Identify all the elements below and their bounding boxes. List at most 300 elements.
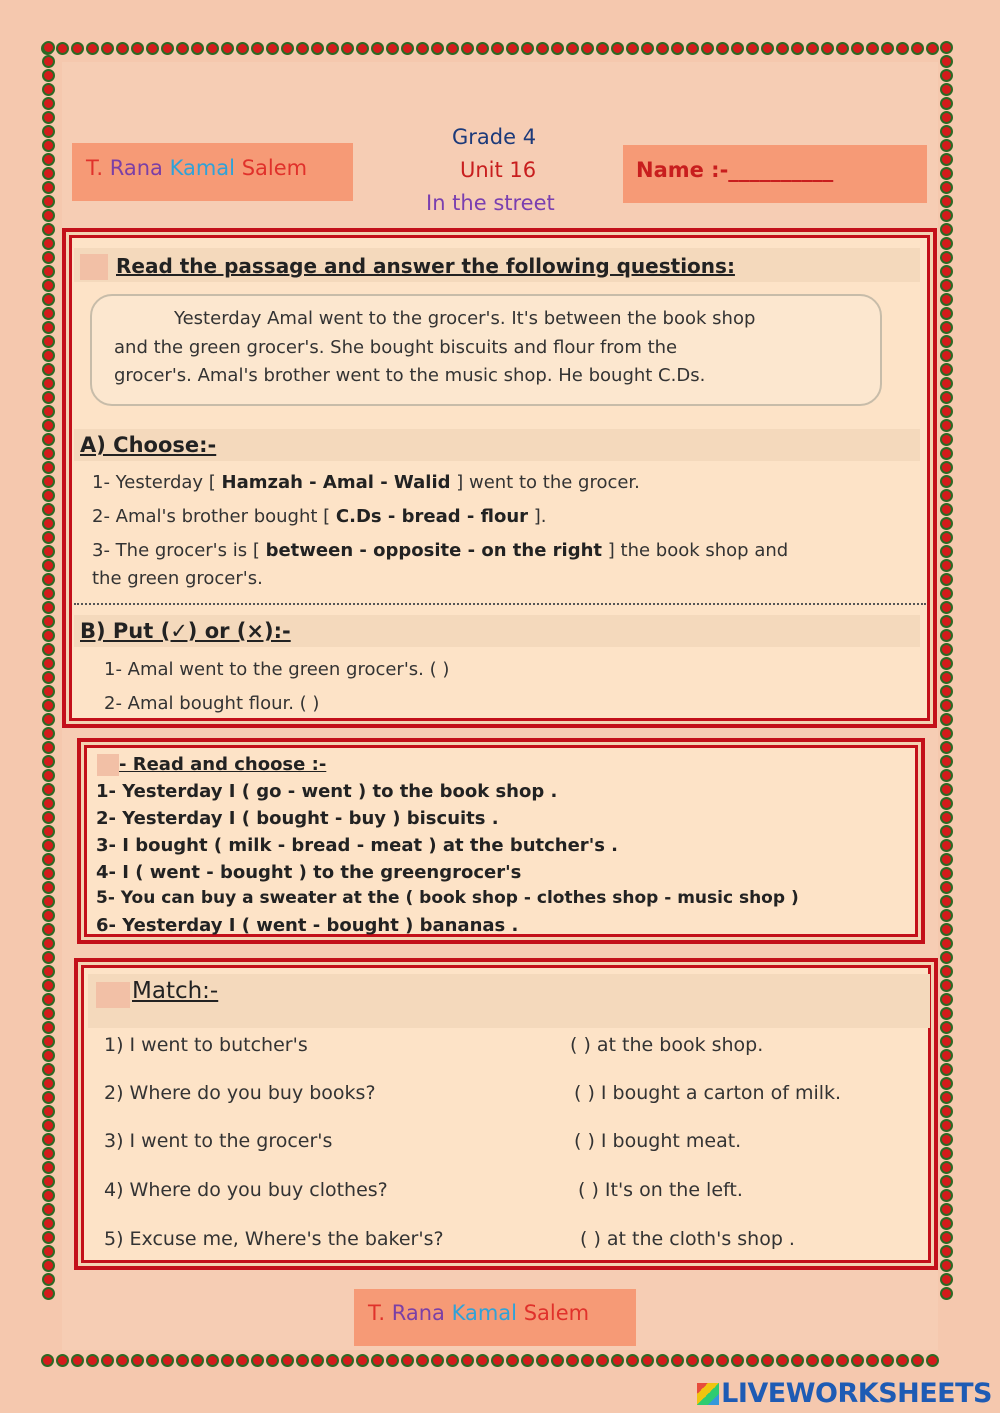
flower-ornament-icon [236, 42, 249, 55]
flower-ornament-icon [566, 1354, 579, 1367]
flower-ornament-icon [42, 1133, 55, 1146]
choose-question-3-line2: the green grocer's. [92, 568, 263, 589]
dotted-divider [74, 603, 926, 605]
flower-ornament-icon [42, 671, 55, 684]
flower-ornament-icon [341, 42, 354, 55]
flower-ornament-icon [42, 979, 55, 992]
liveworksheets-logo[interactable]: LIVEWORKSHEETS [697, 1378, 992, 1409]
flower-ornament-icon [71, 1354, 84, 1367]
flower-ornament-icon [940, 1091, 953, 1104]
flower-ornament-icon [776, 1354, 789, 1367]
flower-ornament-icon [42, 685, 55, 698]
flower-ornament-icon [940, 293, 953, 306]
flower-ornament-icon [911, 1354, 924, 1367]
tick-question-2[interactable]: 2- Amal bought flour. ( ) [104, 693, 320, 714]
flower-ornament-icon [42, 1007, 55, 1020]
flower-ornament-icon [940, 223, 953, 236]
section-number-mark [97, 754, 119, 776]
flower-ornament-icon [940, 853, 953, 866]
flower-ornament-icon [42, 993, 55, 1006]
flower-ornament-icon [746, 1354, 759, 1367]
flower-ornament-icon [940, 419, 953, 432]
flower-ornament-icon [866, 1354, 879, 1367]
flower-ornament-icon [806, 1354, 819, 1367]
flower-ornament-icon [671, 42, 684, 55]
match-right-3[interactable]: ( ) I bought meat. [574, 1130, 742, 1152]
flower-border-left [40, 40, 62, 1372]
flower-ornament-icon [311, 1354, 324, 1367]
flower-ornament-icon [761, 1354, 774, 1367]
flower-ornament-icon [146, 1354, 159, 1367]
flower-ornament-icon [641, 42, 654, 55]
flower-ornament-icon [521, 42, 534, 55]
choose-options-3[interactable]: between - opposite - on the right [265, 540, 603, 561]
flower-ornament-icon [42, 237, 55, 250]
flower-ornament-icon [42, 755, 55, 768]
flower-ornament-icon [940, 1217, 953, 1230]
flower-ornament-icon [581, 1354, 594, 1367]
flower-ornament-icon [42, 1189, 55, 1202]
flower-border-bottom [40, 1352, 960, 1374]
flower-ornament-icon [940, 181, 953, 194]
flower-ornament-icon [940, 1147, 953, 1160]
flower-ornament-icon [731, 42, 744, 55]
tick-question-1[interactable]: 1- Amal went to the green grocer's. ( ) [104, 659, 450, 680]
flower-ornament-icon [341, 1354, 354, 1367]
flower-ornament-icon [940, 377, 953, 390]
flower-ornament-icon [356, 1354, 369, 1367]
flower-ornament-icon [42, 629, 55, 642]
flower-ornament-icon [416, 1354, 429, 1367]
flower-ornament-icon [266, 42, 279, 55]
student-name-box [623, 145, 927, 203]
flower-ornament-icon [42, 517, 55, 530]
flower-ornament-icon [611, 1354, 624, 1367]
flower-ornament-icon [940, 349, 953, 362]
passage-box [90, 294, 882, 406]
section1-title: Read the passage and answer the following questions: [116, 254, 735, 278]
flower-ornament-icon [42, 1035, 55, 1048]
flower-ornament-icon [42, 713, 55, 726]
flower-ornament-icon [536, 42, 549, 55]
flower-ornament-icon [851, 1354, 864, 1367]
flower-ornament-icon [42, 139, 55, 152]
section2-title: - Read and choose :- [119, 754, 327, 775]
flower-ornament-icon [42, 209, 55, 222]
flower-ornament-icon [940, 601, 953, 614]
flower-ornament-icon [506, 42, 519, 55]
flower-ornament-icon [42, 55, 55, 68]
flower-ornament-icon [716, 42, 729, 55]
flower-ornament-icon [42, 1231, 55, 1244]
flower-ornament-icon [42, 251, 55, 264]
flower-ornament-icon [42, 1217, 55, 1230]
flower-ornament-icon [940, 139, 953, 152]
passage-line-1: Yesterday Amal went to the grocer's. It's between the book shop [174, 308, 756, 329]
flower-ornament-icon [940, 1105, 953, 1118]
flower-ornament-icon [42, 447, 55, 460]
reading-passage-section [62, 228, 937, 728]
flower-ornament-icon [42, 1175, 55, 1188]
flower-ornament-icon [42, 69, 55, 82]
read-choose-item-3[interactable]: 3- I bought ( milk - bread - meat ) at the butcher's . [96, 835, 619, 856]
flower-ornament-icon [221, 1354, 234, 1367]
section-number-mark [96, 982, 130, 1008]
flower-ornament-icon [940, 391, 953, 404]
flower-ornament-icon [940, 1175, 953, 1188]
flower-ornament-icon [940, 881, 953, 894]
flower-ornament-icon [806, 42, 819, 55]
flower-ornament-icon [671, 1354, 684, 1367]
flower-ornament-icon [776, 42, 789, 55]
flower-ornament-icon [911, 42, 924, 55]
flower-ornament-icon [940, 1189, 953, 1202]
flower-ornament-icon [311, 42, 324, 55]
flower-ornament-icon [42, 965, 55, 978]
flower-ornament-icon [42, 1077, 55, 1090]
flower-ornament-icon [42, 923, 55, 936]
read-choose-item-4[interactable]: 4- I ( went - bought ) to the greengrocer's [96, 862, 522, 883]
flower-ornament-icon [371, 1354, 384, 1367]
flower-ornament-icon [42, 363, 55, 376]
flower-ornament-icon [446, 1354, 459, 1367]
flower-ornament-icon [551, 42, 564, 55]
flower-ornament-icon [506, 1354, 519, 1367]
flower-ornament-icon [896, 1354, 909, 1367]
flower-ornament-icon [191, 42, 204, 55]
choose-options-1[interactable]: Hamzah - Amal - Walid [221, 472, 451, 493]
flower-ornament-icon [42, 853, 55, 866]
flower-ornament-icon [42, 769, 55, 782]
flower-ornament-icon [42, 1259, 55, 1272]
flower-ornament-icon [42, 167, 55, 180]
flower-ornament-icon [940, 825, 953, 838]
flower-ornament-icon [461, 1354, 474, 1367]
flower-ornament-icon [42, 951, 55, 964]
flower-ornament-icon [940, 307, 953, 320]
flower-ornament-icon [940, 1049, 953, 1062]
flower-ornament-icon [42, 265, 55, 278]
flower-ornament-icon [536, 1354, 549, 1367]
choose-question-2: 2- Amal's brother bought [ C.Ds - bread - flour ]. [92, 506, 547, 527]
flower-ornament-icon [42, 657, 55, 670]
flower-ornament-icon [101, 1354, 114, 1367]
flower-ornament-icon [42, 559, 55, 572]
flower-ornament-icon [42, 1161, 55, 1174]
flower-ornament-icon [42, 615, 55, 628]
flower-ornament-icon [42, 1063, 55, 1076]
read-choose-item-2[interactable]: 2- Yesterday I ( bought - buy ) biscuits . [96, 808, 499, 829]
flower-ornament-icon [42, 461, 55, 474]
flower-ornament-icon [266, 1354, 279, 1367]
flower-ornament-icon [461, 42, 474, 55]
flower-ornament-icon [940, 713, 953, 726]
flower-border-right [938, 40, 960, 1372]
flower-ornament-icon [940, 797, 953, 810]
flower-ornament-icon [940, 153, 953, 166]
flower-ornament-icon [940, 517, 953, 530]
flower-ornament-icon [116, 42, 129, 55]
flower-ornament-icon [42, 349, 55, 362]
flower-ornament-icon [42, 125, 55, 138]
flower-ornament-icon [42, 727, 55, 740]
flower-ornament-icon [446, 42, 459, 55]
flower-ornament-icon [581, 42, 594, 55]
choose-options-2[interactable]: C.Ds - bread - flour [335, 506, 529, 527]
match-right-1[interactable]: ( ) at the book shop. [570, 1034, 764, 1056]
match-right-4[interactable]: ( ) It's on the left. [578, 1179, 743, 1201]
flower-ornament-icon [940, 559, 953, 572]
flower-ornament-icon [42, 405, 55, 418]
flower-ornament-icon [940, 1007, 953, 1020]
flower-ornament-icon [716, 1354, 729, 1367]
flower-ornament-icon [940, 573, 953, 586]
footer-teacher-name: T. Rana Kamal Salem [368, 1301, 590, 1325]
match-right-2[interactable]: ( ) I bought a carton of milk. [574, 1082, 842, 1104]
flower-ornament-icon [71, 42, 84, 55]
flower-ornament-icon [611, 42, 624, 55]
flower-ornament-icon [940, 111, 953, 124]
flower-ornament-icon [161, 42, 174, 55]
read-choose-item-6[interactable]: 6- Yesterday I ( went - bought ) bananas . [96, 915, 519, 936]
flower-ornament-icon [940, 993, 953, 1006]
flower-ornament-icon [940, 1119, 953, 1132]
flower-ornament-icon [42, 335, 55, 348]
section-number-mark [80, 254, 108, 280]
flower-ornament-icon [940, 531, 953, 544]
flower-ornament-icon [42, 1147, 55, 1160]
flower-ornament-icon [386, 42, 399, 55]
flower-ornament-icon [116, 1354, 129, 1367]
flower-ornament-icon [86, 1354, 99, 1367]
match-left-5: 5) Excuse me, Where's the baker's? [104, 1228, 444, 1250]
match-right-5[interactable]: ( ) at the cloth's shop . [580, 1228, 795, 1250]
flower-ornament-icon [940, 923, 953, 936]
flower-ornament-icon [940, 671, 953, 684]
flower-ornament-icon [42, 825, 55, 838]
flower-ornament-icon [940, 97, 953, 110]
flower-ornament-icon [281, 1354, 294, 1367]
flower-ornament-icon [221, 42, 234, 55]
flower-ornament-icon [42, 41, 55, 54]
flower-ornament-icon [42, 839, 55, 852]
flower-ornament-icon [42, 1105, 55, 1118]
flower-ornament-icon [42, 699, 55, 712]
flower-ornament-icon [42, 97, 55, 110]
flower-ornament-icon [940, 727, 953, 740]
flower-ornament-icon [940, 867, 953, 880]
flower-ornament-icon [940, 839, 953, 852]
flower-ornament-icon [326, 1354, 339, 1367]
flower-ornament-icon [940, 475, 953, 488]
flower-ornament-icon [940, 1063, 953, 1076]
match-section [74, 958, 938, 1270]
flower-ornament-icon [940, 1273, 953, 1286]
flower-ornament-icon [42, 377, 55, 390]
flower-ornament-icon [940, 279, 953, 292]
flower-ornament-icon [940, 909, 953, 922]
flower-ornament-icon [940, 321, 953, 334]
flower-ornament-icon [940, 489, 953, 502]
flower-ornament-icon [42, 83, 55, 96]
read-choose-item-5[interactable]: 5- You can buy a sweater at the ( book shop - clothes shop - music shop ) [96, 888, 799, 908]
flower-ornament-icon [42, 489, 55, 502]
flower-ornament-icon [42, 1273, 55, 1286]
flower-ornament-icon [940, 1133, 953, 1146]
flower-ornament-icon [356, 42, 369, 55]
partB-title: B) Put (✓) or (×):- [80, 619, 291, 643]
flower-ornament-icon [42, 321, 55, 334]
match-left-4: 4) Where do you buy clothes? [104, 1179, 388, 1201]
flower-ornament-icon [641, 1354, 654, 1367]
flower-ornament-icon [431, 1354, 444, 1367]
flower-ornament-icon [42, 181, 55, 194]
flower-ornament-icon [940, 1259, 953, 1272]
flower-ornament-icon [940, 1021, 953, 1034]
flower-ornament-icon [176, 1354, 189, 1367]
flower-ornament-icon [176, 42, 189, 55]
flower-ornament-icon [42, 545, 55, 558]
liveworksheets-logo-icon [697, 1383, 719, 1405]
flower-ornament-icon [42, 391, 55, 404]
flower-ornament-icon [42, 741, 55, 754]
flower-ornament-icon [821, 1354, 834, 1367]
flower-border-top [40, 40, 960, 62]
flower-ornament-icon [42, 909, 55, 922]
flower-ornament-icon [161, 1354, 174, 1367]
flower-ornament-icon [656, 42, 669, 55]
flower-ornament-icon [821, 42, 834, 55]
flower-ornament-icon [940, 265, 953, 278]
flower-ornament-icon [940, 965, 953, 978]
flower-ornament-icon [940, 1245, 953, 1258]
flower-ornament-icon [206, 1354, 219, 1367]
flower-ornament-icon [791, 42, 804, 55]
flower-ornament-icon [431, 42, 444, 55]
flower-ornament-icon [42, 1287, 55, 1300]
flower-ornament-icon [42, 1203, 55, 1216]
flower-ornament-icon [940, 209, 953, 222]
flower-ornament-icon [42, 419, 55, 432]
flower-ornament-icon [626, 42, 639, 55]
flower-ornament-icon [940, 979, 953, 992]
flower-ornament-icon [251, 42, 264, 55]
flower-ornament-icon [42, 475, 55, 488]
flower-ornament-icon [940, 251, 953, 264]
flower-ornament-icon [940, 895, 953, 908]
flower-ornament-icon [491, 1354, 504, 1367]
flower-ornament-icon [940, 83, 953, 96]
flower-ornament-icon [940, 1161, 953, 1174]
flower-ornament-icon [521, 1354, 534, 1367]
flower-ornament-icon [42, 895, 55, 908]
grade-label: Grade 4 [452, 125, 537, 149]
flower-ornament-icon [746, 42, 759, 55]
flower-ornament-icon [940, 55, 953, 68]
flower-ornament-icon [866, 42, 879, 55]
flower-ornament-icon [940, 951, 953, 964]
flower-ornament-icon [42, 811, 55, 824]
flower-ornament-icon [881, 42, 894, 55]
flower-ornament-icon [940, 1231, 953, 1244]
flower-ornament-icon [416, 42, 429, 55]
flower-ornament-icon [596, 42, 609, 55]
match-title: Match:- [132, 978, 219, 1004]
flower-ornament-icon [940, 629, 953, 642]
flower-ornament-icon [401, 1354, 414, 1367]
flower-ornament-icon [940, 769, 953, 782]
flower-ornament-icon [42, 111, 55, 124]
flower-ornament-icon [42, 433, 55, 446]
flower-ornament-icon [940, 657, 953, 670]
flower-ornament-icon [940, 587, 953, 600]
flower-ornament-icon [791, 1354, 804, 1367]
flower-ornament-icon [940, 125, 953, 138]
match-left-2: 2) Where do you buy books? [104, 1082, 376, 1104]
flower-ornament-icon [881, 1354, 894, 1367]
match-left-3: 3) I went to the grocer's [104, 1130, 333, 1152]
flower-ornament-icon [940, 335, 953, 348]
flower-ornament-icon [101, 42, 114, 55]
flower-ornament-icon [626, 1354, 639, 1367]
flower-ornament-icon [731, 1354, 744, 1367]
student-name-field[interactable]: Name :-__________ [636, 158, 834, 182]
flower-ornament-icon [42, 643, 55, 656]
partA-title: A) Choose:- [80, 433, 217, 457]
flower-ornament-icon [940, 503, 953, 516]
flower-ornament-icon [386, 1354, 399, 1367]
teacher-name-box [72, 143, 353, 201]
flower-ornament-icon [940, 461, 953, 474]
flower-ornament-icon [296, 42, 309, 55]
flower-ornament-icon [42, 573, 55, 586]
flower-ornament-icon [940, 545, 953, 558]
flower-ornament-icon [146, 42, 159, 55]
flower-ornament-icon [761, 42, 774, 55]
flower-ornament-icon [42, 153, 55, 166]
flower-ornament-icon [42, 279, 55, 292]
flower-ornament-icon [326, 42, 339, 55]
footer-teacher-box [354, 1289, 636, 1346]
flower-ornament-icon [940, 41, 953, 54]
flower-ornament-icon [656, 1354, 669, 1367]
teacher-name: T. Rana Kamal Salem [86, 156, 308, 180]
flower-ornament-icon [251, 1354, 264, 1367]
flower-ornament-icon [940, 937, 953, 950]
flower-ornament-icon [42, 1021, 55, 1034]
flower-ornament-icon [940, 447, 953, 460]
flower-ornament-icon [236, 1354, 249, 1367]
flower-ornament-icon [371, 42, 384, 55]
passage-line-2: and the green grocer's. She bought biscuits and flour from the [114, 337, 678, 358]
flower-ornament-icon [42, 867, 55, 880]
flower-ornament-icon [836, 1354, 849, 1367]
unit-label: Unit 16 [460, 158, 537, 182]
flower-ornament-icon [940, 699, 953, 712]
read-choose-item-1[interactable]: 1- Yesterday I ( go - went ) to the book shop . [96, 781, 558, 802]
flower-ornament-icon [42, 1091, 55, 1104]
flower-ornament-icon [42, 937, 55, 950]
flower-ornament-icon [42, 1245, 55, 1258]
flower-ornament-icon [940, 1287, 953, 1300]
flower-ornament-icon [686, 42, 699, 55]
flower-ornament-icon [42, 531, 55, 544]
flower-ornament-icon [296, 1354, 309, 1367]
flower-ornament-icon [42, 293, 55, 306]
flower-ornament-icon [191, 1354, 204, 1367]
flower-ornament-icon [940, 685, 953, 698]
flower-ornament-icon [836, 42, 849, 55]
